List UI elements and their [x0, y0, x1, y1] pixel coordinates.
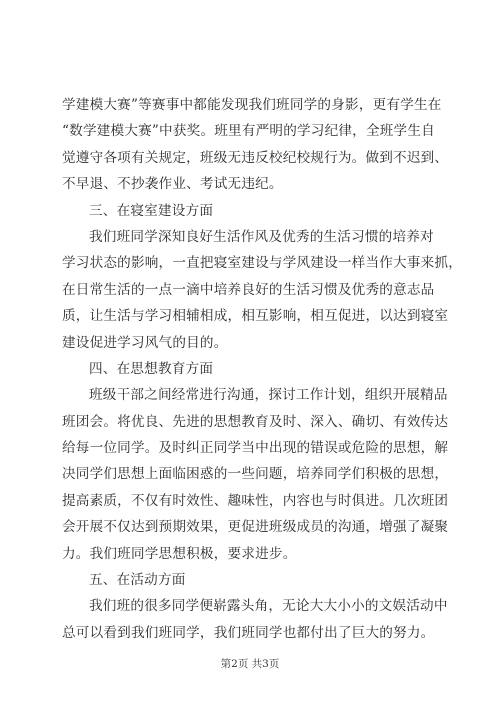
- text-line: 觉遵守各项有关规定，班级无违反校纪校规行为。做到不迟到、: [62, 149, 449, 166]
- text-line: 学习状态的影响，一直把寝室建设与学风建设一样当作大事来抓，: [62, 255, 463, 272]
- text-line: 提高素质，不仅有时效性、趣味性，内容也与时俱进。几次班团: [62, 492, 449, 509]
- document-body: [62, 92, 463, 646]
- paragraph-start-line: 五、在活动方面: [89, 572, 186, 589]
- text-line: 质，让生活与学习相辅相成，相互影响，相互促进，以达到寝室: [62, 308, 449, 325]
- text-line: 不早退、不抄袭作业、考试无违纪。: [62, 176, 283, 193]
- paragraph-start-line: 我们班同学深知良好生活作风及优秀的生活习惯的培养对: [89, 228, 434, 245]
- text-line: 决同学们思想上面临困惑的一些问题，培养同学们积极的思想，: [62, 466, 449, 483]
- paragraph-start-line: 三、在寝室建设方面: [89, 202, 214, 219]
- paragraph-start-line: 四、在思想教育方面: [89, 360, 214, 377]
- text-line: 学建模大赛”等赛事中都能发现我们班同学的身影，更有学生在: [62, 97, 442, 113]
- text-line: 给每一位同学。及时纠正同学当中出现的错误或危险的思想，解: [62, 440, 449, 457]
- text-line: 班团会。将优良、先进的思想教育及时、深入、确切、有效传达: [62, 413, 449, 430]
- text-line: 在日常生活的一点一滴中培养良好的生活习惯及优秀的意志品: [62, 281, 435, 298]
- text-line: 力。我们班同学思想积极，要求进步。: [62, 545, 297, 562]
- paragraph-start-line: 班级干部之间经常进行沟通，探讨工作计划，组织开展精品: [89, 387, 448, 404]
- text-line: “数学建模大赛”中获奖。班里有严明的学习纪律，全班学生自: [62, 123, 435, 140]
- page-number-footer: 第2页 共3页: [220, 658, 280, 670]
- text-line: 总可以看到我们班同学，我们班同学也都付出了巨大的努力。: [62, 624, 435, 641]
- paragraph-start-line: 我们班的很多同学便崭露头角，无论大大小小的文娱活动中: [89, 598, 448, 615]
- text-line: 建设促进学习风气的目的。: [62, 334, 228, 351]
- text-line: 会开展不仅达到预期效果，更促进班级成员的沟通，增强了凝聚: [62, 519, 449, 536]
